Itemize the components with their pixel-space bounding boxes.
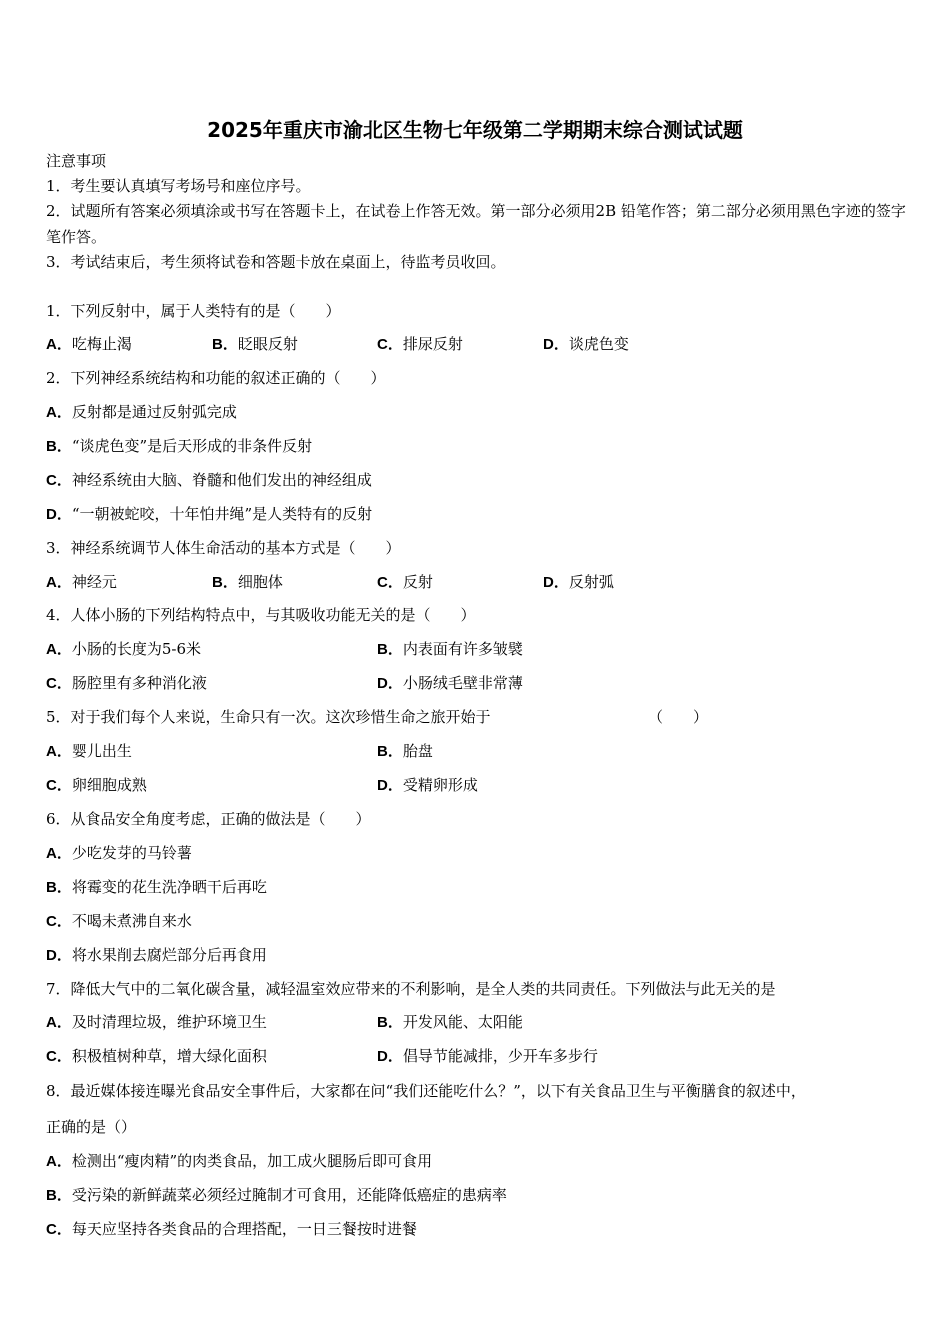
q2-option-d: D．“一朝被蛇咬，十年怕井绳”是人类特有的反射: [46, 505, 373, 523]
q3-option-a: A．神经元: [46, 573, 117, 591]
q3-option-d: D．反射弧: [543, 573, 614, 591]
q8-option-b: B．受污染的新鲜蔬菜必须经过腌制才可食用，还能降低癌症的患病率: [46, 1186, 507, 1204]
q7-option-c: C．积极植树种草，增大绿化面积: [46, 1047, 267, 1065]
page-title: 2025年重庆市渝北区生物七年级第二学期期末综合测试试题: [207, 118, 743, 142]
q1-option-b: B．眨眼反射: [212, 335, 298, 353]
q7-option-d: D．倡导节能减排，少开车多步行: [377, 1047, 598, 1065]
q6-option-c: C．不喝未煮沸自来水: [46, 912, 192, 930]
q8-option-c: C．每天应坚持各类食品的合理搭配，一日三餐按时进餐: [46, 1220, 417, 1238]
q1-option-d: D．谈虎色变: [543, 335, 629, 353]
q4-option-b: B．内表面有许多皱襞: [377, 640, 523, 658]
q6-option-b: B．将霉变的花生洗净晒干后再吃: [46, 878, 267, 896]
question-1-stem: 1．下列反射中，属于人类特有的是（ ）: [46, 302, 341, 320]
notice-item-1: 1．考生要认真填写考场号和座位序号。: [46, 177, 311, 195]
q2-option-a: A．反射都是通过反射弧完成: [46, 403, 237, 421]
q5-option-d: D．受精卵形成: [377, 776, 478, 794]
q1-option-a: A．吃梅止渴: [46, 335, 132, 353]
q8-option-a: A．检测出“瘦肉精”的肉类食品，加工成火腿肠后即可食用: [46, 1152, 433, 1170]
q4-option-c: C．肠腔里有多种消化液: [46, 674, 207, 692]
question-5-stem: 5．对于我们每个人来说，生命只有一次。这次珍惜生命之旅开始于: [46, 708, 491, 726]
q3-option-b: B．细胞体: [212, 573, 283, 591]
q6-option-a: A．少吃发芽的马铃薯: [46, 844, 192, 862]
q7-option-a: A．及时清理垃圾，维护环境卫生: [46, 1013, 267, 1031]
q3-option-c: C．反射: [377, 573, 433, 591]
question-8-stem: 8．最近媒体接连曝光食品安全事件后，大家都在问“我们还能吃什么？”，以下有关食品卫生与平衡膳食的叙述中，: [46, 1082, 806, 1100]
question-2-stem: 2．下列神经系统结构和功能的叙述正确的（ ）: [46, 369, 386, 387]
q6-option-d: D．将水果削去腐烂部分后再食用: [46, 946, 267, 964]
question-8-stem-continued: 正确的是（）: [46, 1118, 137, 1136]
q5-option-b: B．胎盘: [377, 742, 433, 760]
question-3-stem: 3．神经系统调节人体生命活动的基本方式是（ ）: [46, 539, 401, 557]
question-7-stem: 7．降低大气中的二氧化碳含量，减轻温室效应带来的不利影响，是全人类的共同责任。下列做法与此无关的是: [46, 980, 776, 998]
notice-heading: 注意事项: [46, 152, 107, 170]
question-4-stem: 4．人体小肠的下列结构特点中，与其吸收功能无关的是（ ）: [46, 606, 476, 624]
notice-item-3: 3．考试结束后，考生须将试卷和答题卡放在桌面上，待监考员收回。: [46, 253, 506, 271]
notice-item-2: 2．试题所有答案必须填涂或书写在答题卡上，在试卷上作答无效。第一部分必须用2B 铅笔作答；第二部分必须用黑色字迹的签字笔作答。: [46, 202, 906, 246]
q1-option-c: C．排尿反射: [377, 335, 463, 353]
q2-option-b: B．“谈虎色变”是后天形成的非条件反射: [46, 437, 313, 455]
q4-option-a: A．小肠的长度为5-6米: [46, 640, 201, 658]
q5-option-c: C．卵细胞成熟: [46, 776, 147, 794]
q7-option-b: B．开发风能、太阳能: [377, 1013, 523, 1031]
question-5-answer-blank: （ ）: [648, 708, 709, 726]
question-6-stem: 6．从食品安全角度考虑，正确的做法是（ ）: [46, 810, 371, 828]
q4-option-d: D．小肠绒毛壁非常薄: [377, 674, 523, 692]
q2-option-c: C．神经系统由大脑、脊髓和他们发出的神经组成: [46, 471, 372, 489]
q5-option-a: A．婴儿出生: [46, 742, 132, 760]
